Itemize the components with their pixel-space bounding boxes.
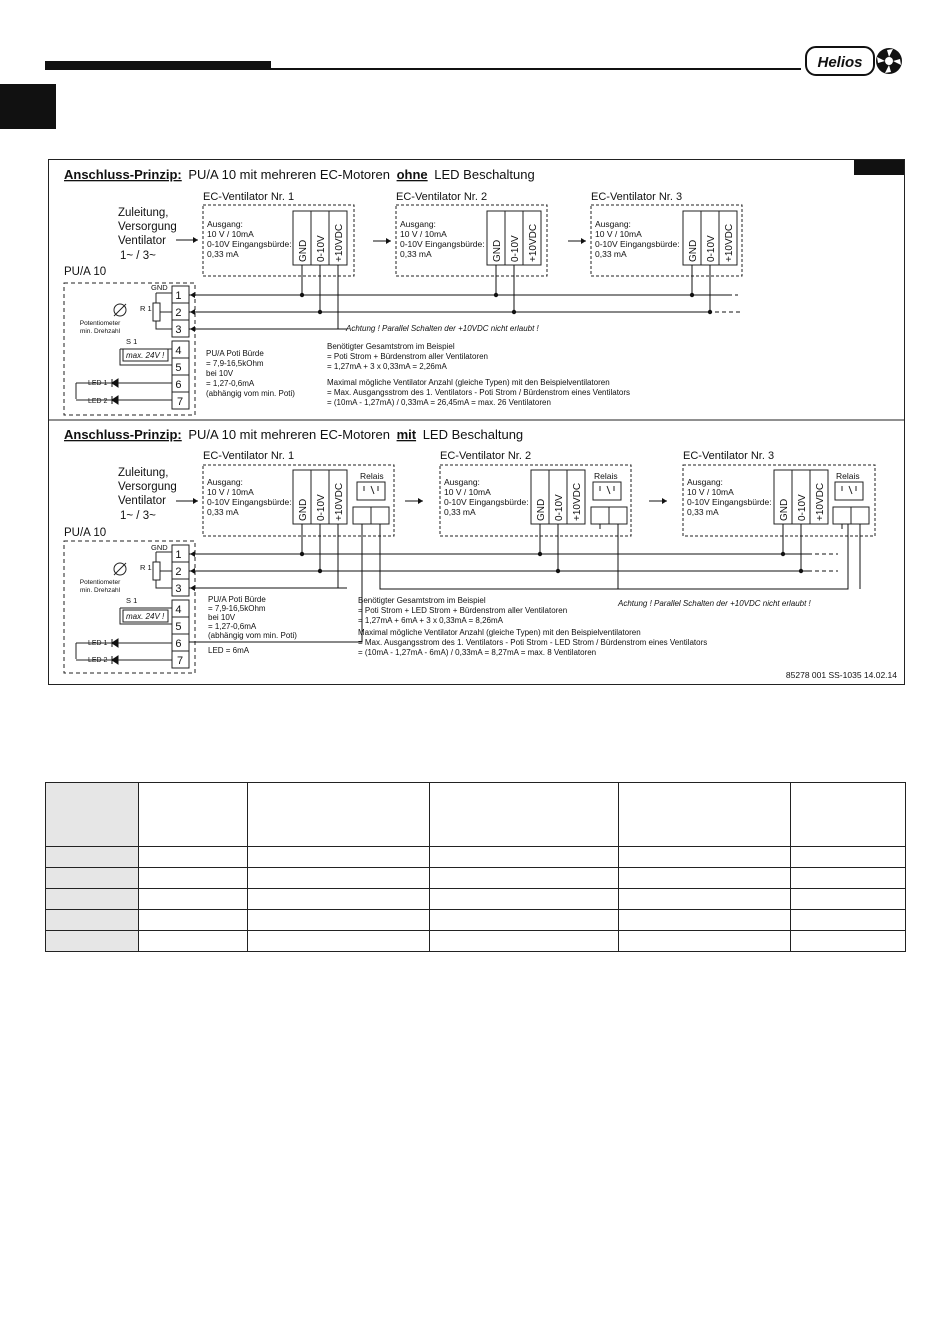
- top-fan-2: [396, 191, 547, 276]
- svg-text:S 1: S 1: [126, 337, 138, 346]
- svg-text:+10VDC: +10VDC: [334, 223, 345, 262]
- svg-text:Ausgang:10 V / 10mA0-10V Einga: Ausgang: 10 V / 10mA 0-10V Eingangsbürde: 0,33 mA: [207, 219, 292, 259]
- table-cell: [46, 783, 139, 847]
- svg-text:LED 2: LED 2: [88, 657, 108, 664]
- svg-text:Anschluss-Prinzip: PU/A: [64, 167, 535, 182]
- top-calculation: Benötigter Gesamtstrom im Beispiel = Poti Strom + Bürdenstrom aller Ventilatoren = 1,27mA + 3 x 0,33mA = 2,26mA Maximal mögliche Ventilator Anzahl (gleiche Typen) mit den Beispielventilatoren = Max. Ausgangsstrom des 1. Ventilators - Poti Strom / Bürdenstrom eines Ventilators = (10mA - 1,27mA) / 0,33mA = 26,45mA = max. 26 Ventilatoren: [327, 342, 631, 407]
- top-pua-box: [64, 283, 195, 415]
- svg-text:Relais: Relais: [836, 471, 860, 481]
- bottom-diagram: [64, 427, 875, 673]
- table-row: [46, 847, 906, 868]
- bottom-warning: Achtung ! Parallel Schalten der +10VDC nicht erlaubt !: [618, 599, 811, 608]
- svg-text:Ausgang:10 V / 10mA0-10V Einga: Ausgang: 10 V / 10mA 0-10V Eingangsbürde: 0,33 mA: [207, 477, 292, 517]
- top-title-post: LED Beschaltung: [434, 167, 535, 182]
- svg-text:+10VDC: +10VDC: [815, 482, 826, 521]
- table-row: [46, 889, 906, 910]
- svg-text:0-10V: 0-10V: [706, 235, 717, 262]
- svg-text:Potentiometermin. Drehzahl: Potentiometer min. Drehzahl: [79, 320, 121, 335]
- top-fan-3-name: EC-Ventilator Nr. 3: [591, 191, 683, 203]
- svg-text:GND: GND: [151, 543, 168, 552]
- top-warning: Achtung ! Parallel Schalten der +10VDC nicht erlaubt !: [346, 324, 539, 333]
- top-title-pre: PU/A 10 mit mehreren EC-Motoren: [188, 167, 390, 182]
- svg-text:Ausgang:10 V / 10mA0-10V Einga: Ausgang: 10 V / 10mA 0-10V Eingangsbürde: 0,33 mA: [687, 477, 772, 517]
- bottom-led-note: LED = 6mA: [208, 646, 250, 655]
- bottom-fan-3: [683, 450, 875, 536]
- svg-text:GND: GND: [779, 498, 790, 521]
- bottom-led2-icon: [112, 656, 118, 664]
- bottom-fan-3-name: EC-Ventilator Nr. 3: [683, 450, 775, 462]
- svg-text:max. 24V !: max. 24V !: [126, 351, 165, 360]
- svg-text:0-10V: 0-10V: [510, 235, 521, 262]
- svg-text:S 1: S 1: [126, 596, 138, 605]
- svg-text:Ausgang:10 V / 10mA0-10V Einga: Ausgang: 10 V / 10mA 0-10V Eingangsbürde: 0,33 mA: [595, 219, 680, 259]
- top-led2-icon: [112, 396, 118, 404]
- top-supply-label: Zuleitung, Versorgung Ventilator 1~ / 3~: [118, 207, 177, 262]
- bottom-title-emphasis: mit: [396, 427, 417, 442]
- bottom-fan-2: [440, 450, 631, 536]
- data-table: [45, 782, 905, 952]
- svg-text:Anschluss-Prinzip: PU/A: [64, 427, 523, 442]
- svg-text:+10VDC: +10VDC: [724, 223, 735, 262]
- bottom-calculation: Benötigter Gesamtstrom im Beispiel = Poti Strom + LED Strom + Bürdenstrom aller Ventilatoren = 1,27mA + 6mA + 3 x 0,33mA = 8,26mA Maximal mögliche Ventilator Anzahl (gleiche Typen) mit den Beispielventilatoren = Max. Ausgangsstrom des 1. Ventilators - Poti Strom - LED Strom / Bürdenstrom eines Ventilators = (10mA - 1,27mA - 6mA) / 0,33mA = 8,27mA = max. 8 Ventilatoren: [358, 596, 708, 657]
- top-title-emphasis: ohne: [396, 167, 428, 182]
- svg-text:1 2 3: 1 2 3 4 5 6 7: [175, 549, 184, 667]
- svg-text:GND: GND: [688, 239, 699, 262]
- svg-text:+10VDC: +10VDC: [572, 482, 583, 521]
- table-row: [46, 868, 906, 889]
- bottom-fan-2-name: EC-Ventilator Nr. 2: [440, 450, 532, 462]
- top-fan-1-name: EC-Ventilator Nr. 1: [203, 191, 295, 203]
- top-diagram: [64, 167, 743, 415]
- svg-text:GND: GND: [536, 498, 547, 521]
- svg-text:R 1: R 1: [140, 304, 152, 313]
- bottom-fan-1-name: EC-Ventilator Nr. 1: [203, 450, 295, 462]
- bottom-pua-label: PU/A 10: [64, 527, 107, 539]
- bottom-title-post: LED Beschaltung: [422, 427, 524, 442]
- bottom-led1-icon: [112, 639, 118, 647]
- bottom-pua-box: [64, 541, 195, 673]
- fan-logo-icon: [876, 48, 902, 74]
- top-poti-note: PU/A Poti Bürde = 7,9-16,5kOhm bei 10V = 1,27-0,6mA (abhängig vom min. Poti): [206, 349, 295, 398]
- language-tab-block: [0, 84, 56, 129]
- table-cell: [248, 783, 430, 847]
- svg-text:+10VDC: +10VDC: [334, 482, 345, 521]
- table-cell: [619, 783, 791, 847]
- table-row: [46, 910, 906, 931]
- drawing-reference: 85278 001 SS-1035 14.02.14: [785, 670, 897, 680]
- bottom-poti-note: PU/A Poti Bürde = 7,9-16,5kOhm bei 10V = 1,27-0,6mA (abhängig vom min. Poti): [208, 595, 297, 640]
- helios-logo: [805, 44, 903, 78]
- svg-text:Relais: Relais: [360, 471, 384, 481]
- top-led1-icon: [112, 379, 118, 387]
- top-title-label: Anschluss-Prinzip:: [64, 167, 182, 182]
- wiring-diagram: [48, 159, 905, 685]
- table-cell: [139, 783, 248, 847]
- header-bar: [45, 61, 271, 70]
- table-row: [46, 931, 906, 952]
- svg-text:Ausgang:10 V / 10mA0-10V Einga: Ausgang: 10 V / 10mA 0-10V Eingangsbürde: 0,33 mA: [400, 219, 485, 259]
- svg-text:0-10V: 0-10V: [316, 235, 327, 262]
- svg-text:Potentiometermin. Drehzahl: Potentiometer min. Drehzahl: [79, 579, 121, 594]
- svg-text:LED 1: LED 1: [88, 640, 108, 647]
- top-fan-1: [203, 191, 354, 276]
- svg-text:LED 2: LED 2: [88, 398, 108, 405]
- bottom-title-label: Anschluss-Prinzip:: [64, 427, 182, 442]
- top-fan-2-name: EC-Ventilator Nr. 2: [396, 191, 488, 203]
- bottom-fan-1: [203, 450, 394, 536]
- top-pua-label: PU/A 10: [64, 266, 107, 278]
- svg-text:Ausgang:10 V / 10mA0-10V Einga: Ausgang: 10 V / 10mA 0-10V Eingangsbürde: 0,33 mA: [444, 477, 529, 517]
- table-header-row: [46, 783, 906, 847]
- table-cell: [430, 783, 619, 847]
- table-cell: [791, 783, 906, 847]
- svg-text:+10VDC: +10VDC: [528, 223, 539, 262]
- bottom-title-pre: PU/A 10 mit mehreren EC-Motoren: [188, 427, 390, 442]
- bottom-supply-label: Zuleitung, Versorgung Ventilator 1~ / 3~: [118, 467, 177, 522]
- svg-text:max. 24V !: max. 24V !: [126, 612, 165, 621]
- svg-text:R 1: R 1: [140, 563, 152, 572]
- top-fan-3: [591, 191, 742, 276]
- svg-text:0-10V: 0-10V: [797, 494, 808, 521]
- header-rule: [271, 68, 801, 70]
- svg-text:Relais: Relais: [594, 471, 618, 481]
- logo-text: Helios: [817, 54, 863, 71]
- svg-text:GND: GND: [298, 498, 309, 521]
- svg-text:LED 1: LED 1: [88, 380, 108, 387]
- svg-text:GND: GND: [492, 239, 503, 262]
- svg-text:0-10V: 0-10V: [316, 494, 327, 521]
- svg-text:1 2 3: 1 2 3 4 5 6 7: [175, 290, 184, 408]
- svg-text:GND: GND: [151, 283, 168, 292]
- svg-text:0-10V: 0-10V: [554, 494, 565, 521]
- svg-text:GND: GND: [298, 239, 309, 262]
